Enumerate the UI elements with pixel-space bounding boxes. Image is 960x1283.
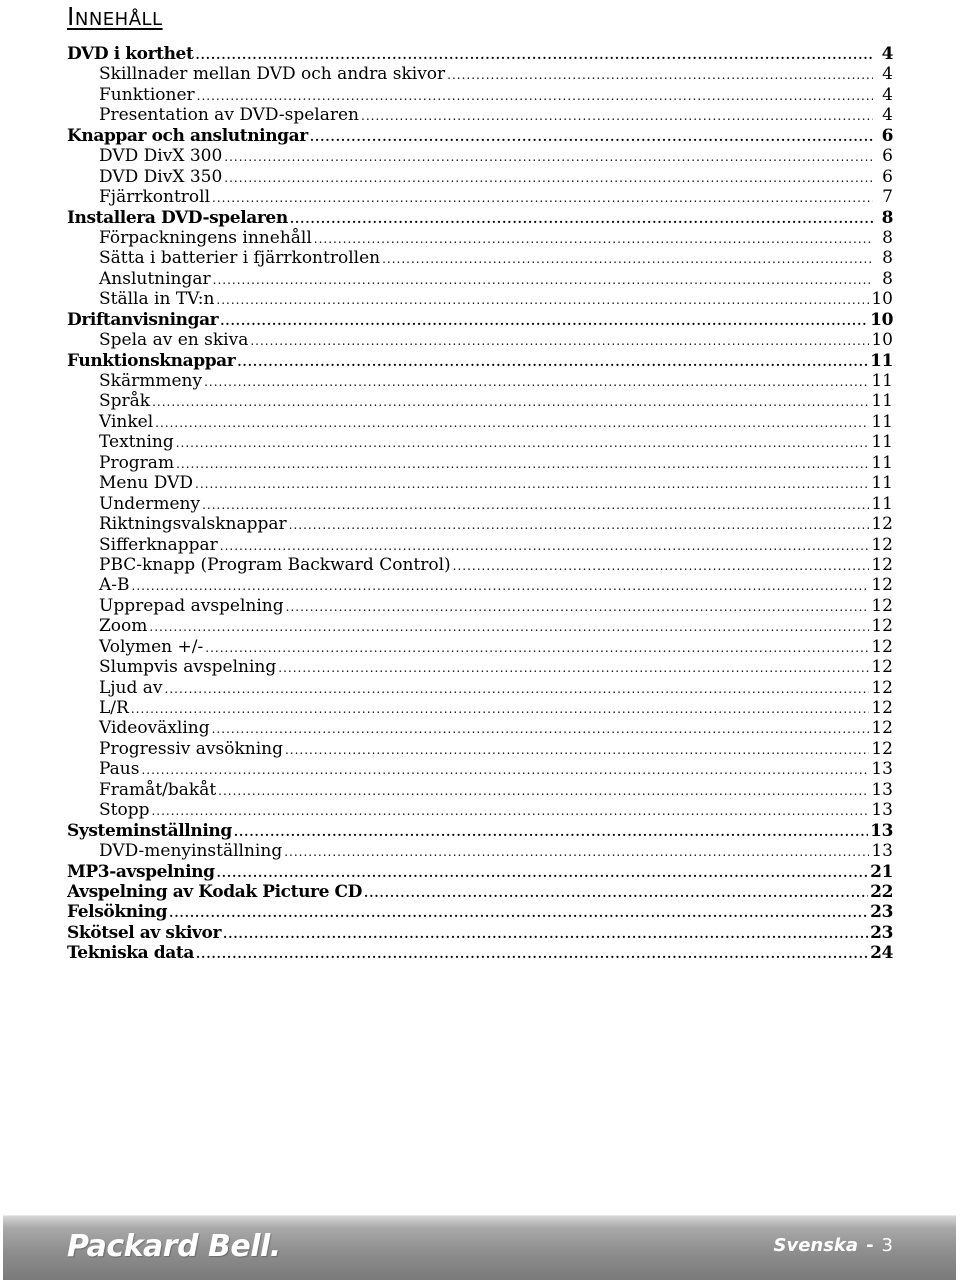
toc-dot-leader — [169, 903, 868, 922]
toc-entry-label: Menu DVD — [99, 473, 194, 494]
toc-dot-leader — [195, 45, 873, 64]
toc-dot-leader — [197, 86, 873, 105]
toc-dot-leader — [286, 597, 870, 616]
toc-entry-page-number: 7 — [882, 187, 893, 208]
toc-entry-label: Upprepad avspelning — [99, 595, 284, 616]
toc-subsection-entry[interactable] — [67, 473, 893, 493]
page-title: Innehåll — [67, 2, 163, 31]
toc-entry-label: L/R — [99, 698, 129, 718]
toc-subsection-entry[interactable] — [67, 391, 893, 411]
toc-dot-leader — [165, 679, 870, 698]
toc-entry-page-number: 11 — [870, 350, 893, 371]
toc-entry-label: Program — [99, 452, 175, 473]
toc-dot-leader — [176, 433, 870, 452]
toc-subsection-entry[interactable] — [67, 678, 893, 698]
toc-subsection-entry[interactable] — [67, 289, 893, 309]
toc-section-entry[interactable] — [67, 923, 893, 943]
toc-entry-label: Språk — [99, 391, 151, 412]
toc-entry-label: DVD-menyinställning — [99, 841, 283, 862]
toc-subsection-entry[interactable] — [67, 759, 893, 779]
toc-dot-leader — [223, 924, 868, 943]
toc-dot-leader — [453, 556, 870, 575]
toc-entry-label: PBC-knapp (Program Backward Control) — [99, 554, 451, 575]
toc-dot-leader — [284, 842, 869, 861]
toc-subsection-entry[interactable] — [67, 228, 893, 248]
toc-dot-leader — [218, 781, 869, 800]
toc-subsection-entry[interactable] — [67, 780, 893, 800]
toc-subsection-entry[interactable] — [67, 453, 893, 473]
toc-section-entry[interactable] — [67, 902, 893, 922]
toc-dot-leader — [314, 229, 873, 248]
toc-entry-page-number: 12 — [871, 616, 893, 637]
toc-entry-page-number: 11 — [871, 473, 893, 494]
footer-page-info — [774, 1235, 894, 1256]
toc-entry-page-number: 8 — [882, 248, 893, 269]
toc-entry-page-number: 4 — [881, 44, 893, 64]
toc-entry-page-number: 11 — [871, 411, 893, 432]
toc-entry-label: Ställa in TV:n — [99, 289, 215, 310]
toc-entry-label: Funktioner — [99, 84, 195, 105]
toc-entry-page-number: 10 — [870, 309, 893, 330]
toc-dot-leader — [224, 168, 873, 187]
toc-section-entry[interactable] — [67, 821, 893, 841]
toc-entry-page-number: 13 — [871, 841, 893, 862]
toc-entry-label: Knappar och anslutningar — [67, 125, 308, 146]
toc-dot-leader — [212, 719, 870, 738]
toc-entry-page-number: 11 — [871, 432, 893, 453]
toc-entry-label: Stopp — [99, 800, 150, 821]
toc-dot-leader — [151, 801, 869, 820]
toc-subsection-entry[interactable] — [67, 85, 893, 105]
toc-entry-page-number: 10 — [871, 330, 893, 351]
toc-subsection-entry[interactable] — [67, 575, 893, 595]
toc-entry-page-number: 4 — [882, 64, 893, 85]
toc-entry-label: Vinkel — [99, 411, 154, 432]
toc-subsection-entry[interactable] — [67, 432, 893, 452]
toc-dot-leader — [220, 536, 870, 555]
toc-entry-label: Sifferknappar — [99, 534, 218, 555]
toc-entry-page-number: 22 — [870, 881, 893, 902]
toc-dot-leader — [132, 576, 870, 595]
toc-subsection-entry[interactable] — [67, 841, 893, 861]
toc-entry-label: Funktionsknappar — [67, 350, 236, 371]
toc-entry-page-number: 12 — [871, 718, 893, 739]
toc-entry-page-number: 11 — [871, 391, 893, 412]
toc-subsection-entry[interactable] — [67, 800, 893, 820]
toc-entry-page-number: 11 — [871, 371, 893, 391]
toc-entry-label: Anslutningar — [99, 268, 211, 289]
toc-subsection-entry[interactable] — [67, 718, 893, 738]
toc-entry-page-number: 10 — [871, 289, 893, 310]
toc-entry-label: Framåt/bakåt — [99, 779, 217, 800]
toc-dot-leader — [176, 454, 869, 473]
toc-entry-label: Videoväxling — [99, 718, 210, 739]
toc-entry-label: Zoom — [99, 616, 148, 637]
toc-entry-label: Ljud av — [99, 677, 163, 698]
toc-dot-leader — [447, 65, 873, 84]
toc-subsection-entry[interactable] — [67, 739, 893, 759]
toc-entry-page-number: 8 — [882, 227, 893, 248]
toc-entry-page-number: 6 — [881, 125, 893, 146]
toc-subsection-entry[interactable] — [67, 637, 893, 657]
toc-dot-leader — [202, 495, 869, 514]
toc-subsection-entry[interactable] — [67, 412, 893, 432]
toc-entry-page-number: 12 — [871, 554, 893, 575]
toc-subsection-entry[interactable] — [67, 494, 893, 514]
toc-dot-leader — [234, 822, 868, 841]
toc-dot-leader — [364, 883, 868, 902]
toc-dot-leader — [278, 658, 869, 677]
toc-dot-leader — [212, 188, 873, 207]
toc-subsection-entry[interactable] — [67, 698, 893, 718]
toc-entry-label: Installera DVD-spelaren — [67, 207, 288, 228]
toc-dot-leader — [152, 392, 869, 411]
toc-subsection-entry[interactable] — [67, 330, 893, 350]
toc-entry-label: Slumpvis avspelning — [99, 657, 277, 678]
toc-section-entry[interactable] — [67, 862, 893, 882]
toc-dot-leader — [237, 352, 868, 371]
toc-section-entry[interactable] — [67, 126, 893, 146]
toc-subsection-entry[interactable] — [67, 167, 893, 187]
toc-dot-leader — [205, 638, 869, 657]
toc-entry-page-number: 11 — [871, 493, 893, 514]
toc-subsection-entry[interactable] — [67, 657, 893, 677]
toc-entry-label: Felsökning — [67, 902, 168, 923]
toc-section-entry[interactable] — [67, 882, 893, 902]
toc-entry-label: Skillnader mellan DVD och andra skivor — [99, 64, 446, 85]
toc-section-entry[interactable] — [67, 351, 893, 371]
toc-subsection-entry[interactable] — [67, 514, 893, 534]
toc-entry-label: Volymen +/- — [99, 636, 204, 657]
toc-dot-leader — [204, 372, 869, 391]
toc-entry-page-number: 12 — [871, 514, 893, 535]
toc-subsection-entry[interactable] — [67, 371, 893, 391]
toc-subsection-entry[interactable] — [67, 187, 893, 207]
toc-entry-page-number: 4 — [882, 84, 893, 105]
toc-dot-leader — [382, 249, 873, 268]
toc-entry-label: Presentation av DVD-spelaren — [99, 105, 359, 126]
toc-entry-page-number: 24 — [870, 943, 893, 964]
toc-entry-page-number: 12 — [871, 595, 893, 616]
toc-dot-leader — [149, 617, 869, 636]
toc-entry-label: Skötsel av skivor — [67, 922, 222, 943]
toc-entry-page-number: 21 — [870, 861, 893, 882]
toc-subsection-entry[interactable] — [67, 555, 893, 575]
toc-dot-leader — [250, 331, 869, 350]
toc-subsection-entry[interactable] — [67, 105, 893, 125]
toc-dot-leader — [224, 147, 873, 166]
table-of-contents — [67, 44, 893, 964]
footer-bar — [3, 1215, 956, 1280]
toc-entry-page-number: 23 — [870, 902, 893, 923]
toc-subsection-entry[interactable] — [67, 146, 893, 166]
toc-dot-leader — [213, 270, 873, 289]
toc-entry-page-number: 12 — [871, 657, 893, 678]
toc-section-entry[interactable] — [67, 44, 893, 64]
toc-entry-label: A-B — [99, 575, 130, 596]
toc-dot-leader — [289, 515, 870, 534]
language-label: Svenska — [773, 1235, 859, 1256]
toc-entry-page-number: 12 — [871, 738, 893, 759]
toc-entry-page-number: 12 — [871, 636, 893, 657]
toc-dot-leader — [310, 127, 873, 146]
toc-subsection-entry[interactable] — [67, 535, 893, 555]
toc-dot-leader — [196, 944, 868, 963]
toc-subsection-entry[interactable] — [67, 248, 893, 268]
toc-entry-page-number: 12 — [871, 698, 893, 718]
toc-entry-label: Skärmmeny — [99, 371, 203, 391]
toc-dot-leader — [155, 413, 869, 432]
toc-entry-page-number: 4 — [882, 105, 893, 126]
toc-entry-page-number: 8 — [881, 207, 893, 228]
toc-entry-page-number: 23 — [870, 922, 893, 943]
toc-entry-page-number: 11 — [871, 452, 893, 473]
toc-dot-leader — [131, 699, 870, 718]
toc-entry-label: Förpackningens innehåll — [99, 227, 312, 248]
toc-entry-page-number: 13 — [871, 800, 893, 821]
toc-entry-label: Undermeny — [99, 493, 201, 514]
packard-bell-logo: Packard Bell. — [67, 1229, 281, 1264]
footer-separator: - — [866, 1235, 874, 1256]
page-number: 3 — [881, 1235, 893, 1256]
toc-dot-leader — [141, 760, 869, 779]
toc-entry-label: Fjärrkontroll — [99, 187, 211, 208]
toc-entry-label: Driftanvisningar — [67, 309, 219, 330]
toc-dot-leader — [216, 290, 869, 309]
toc-entry-label: DVD DivX 300 — [99, 146, 223, 167]
toc-dot-leader — [220, 311, 868, 330]
toc-entry-label: Systeminställning — [67, 820, 232, 841]
toc-dot-leader — [290, 209, 873, 228]
toc-subsection-entry[interactable] — [67, 269, 893, 289]
toc-dot-leader — [361, 106, 873, 125]
toc-entry-label: Riktningsvalsknappar — [99, 514, 287, 535]
toc-entry-page-number: 13 — [871, 759, 893, 780]
toc-entry-page-number: 12 — [871, 677, 893, 698]
toc-dot-leader — [195, 474, 869, 493]
toc-section-entry[interactable] — [67, 208, 893, 228]
toc-entry-label: Spela av en skiva — [99, 330, 249, 351]
toc-entry-label: Progressiv avsökning — [99, 738, 283, 759]
toc-section-entry[interactable] — [67, 943, 893, 963]
toc-entry-label: DVD i korthet — [67, 44, 194, 64]
toc-entry-page-number: 6 — [882, 146, 893, 167]
toc-entry-label: Paus — [99, 759, 140, 780]
toc-entry-label: Avspelning av Kodak Picture CD — [67, 881, 363, 902]
toc-entry-label: Sätta i batterier i fjärrkontrollen — [99, 248, 381, 269]
toc-subsection-entry[interactable] — [67, 596, 893, 616]
toc-dot-leader — [285, 740, 869, 759]
toc-entry-label: Textning — [99, 432, 174, 453]
toc-dot-leader — [217, 863, 869, 882]
toc-entry-label: Tekniska data — [67, 943, 194, 964]
toc-subsection-entry[interactable] — [67, 616, 893, 636]
toc-subsection-entry[interactable] — [67, 64, 893, 84]
toc-entry-page-number: 12 — [871, 575, 893, 596]
toc-entry-label: MP3-avspelning — [67, 861, 215, 882]
toc-entry-label: DVD DivX 350 — [99, 166, 223, 187]
toc-entry-page-number: 8 — [882, 268, 893, 289]
toc-section-entry[interactable] — [67, 310, 893, 330]
toc-entry-page-number: 13 — [870, 820, 893, 841]
toc-entry-page-number: 13 — [871, 779, 893, 800]
toc-entry-page-number: 12 — [871, 534, 893, 555]
toc-entry-page-number: 6 — [882, 166, 893, 187]
